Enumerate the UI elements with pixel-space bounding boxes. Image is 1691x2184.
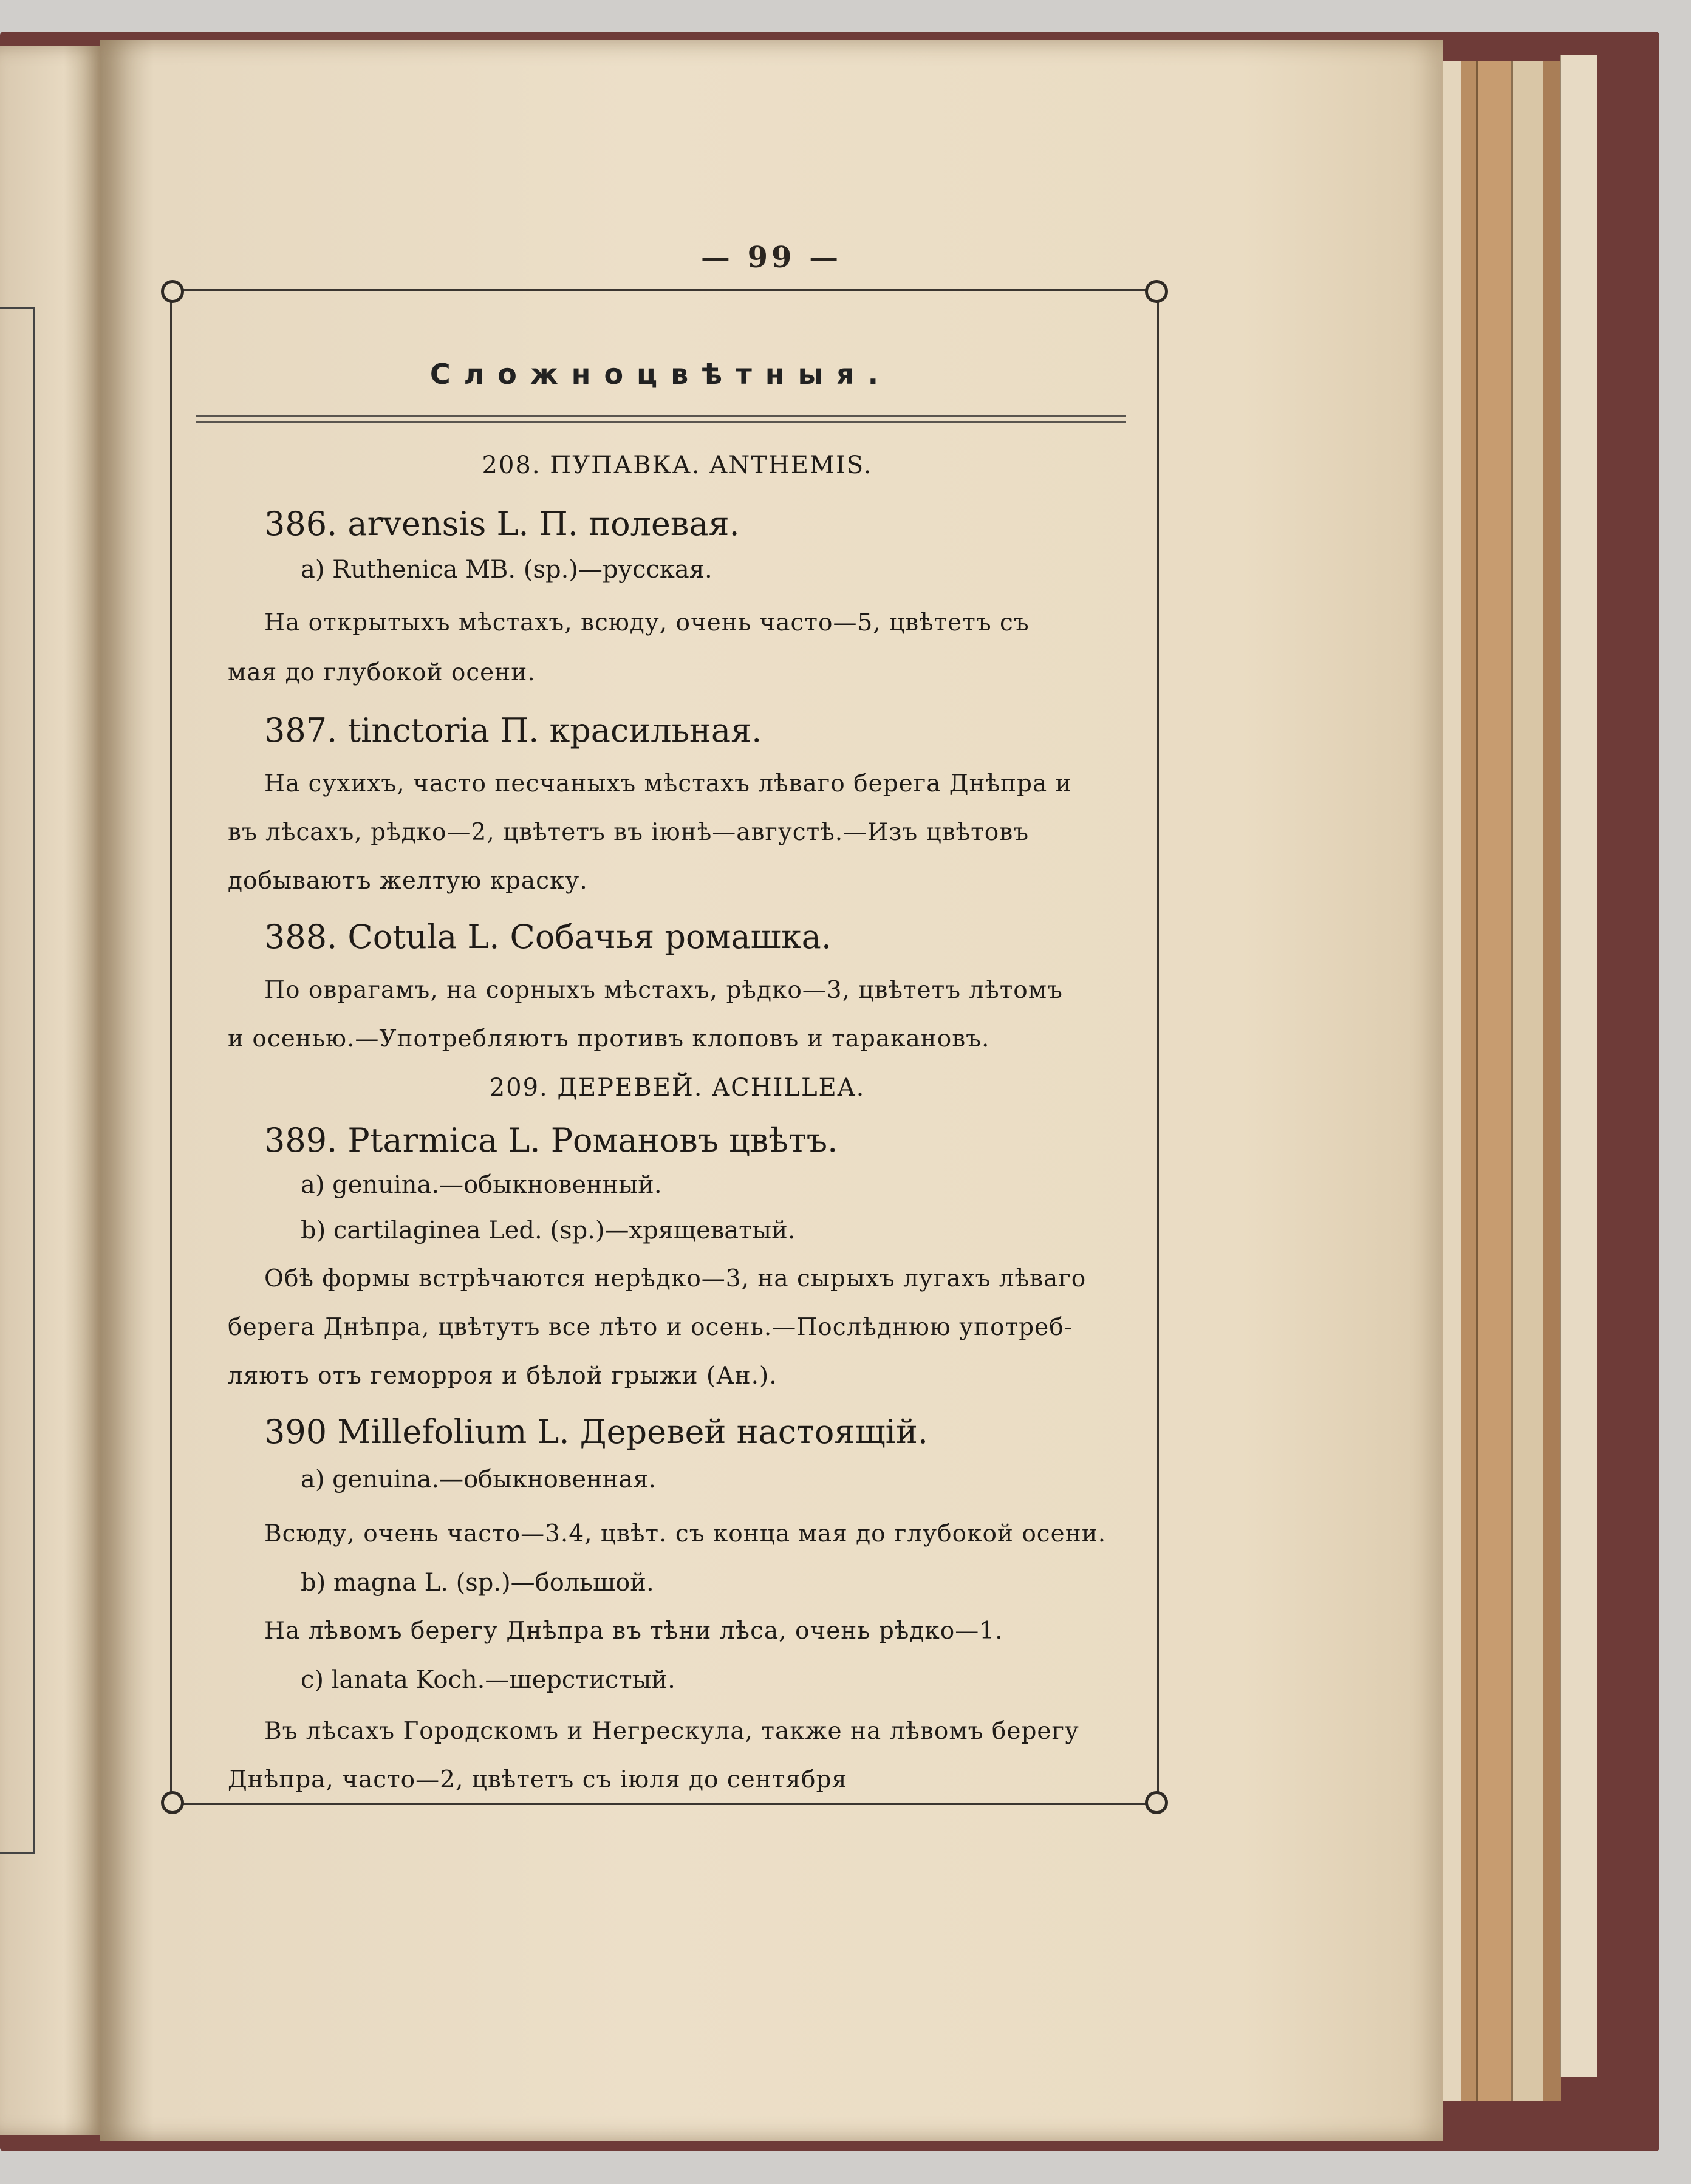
frame-corner-ornament: [1145, 1791, 1168, 1814]
variety-line: b) cartilaginea Led. (sp.)—хрящеватый.: [301, 1217, 796, 1244]
text-line: мая до глубокой осени.: [228, 659, 536, 686]
page-number: — 99 —: [700, 241, 842, 275]
left-page-edge: [0, 46, 106, 2135]
variety-line: a) Ruthenica MB. (sp.)—русская.: [301, 556, 712, 584]
frame-corner-ornament: [1145, 280, 1168, 303]
text-line: Въ лѣсахъ Городскомъ и Негрескула, также на лѣвомъ берегу: [264, 1718, 1079, 1745]
page-edge-stack: [1476, 61, 1514, 2101]
variety-line: b) magna L. (sp.)—большой.: [301, 1569, 654, 1597]
species-heading: 386. arvensis L. П. полевая.: [264, 505, 740, 543]
text-line: Всюду, очень часто—3.4, цвѣт. съ конца мая до глубокой осени.: [264, 1520, 1107, 1548]
species-heading: 389. Ptarmica L. Романовъ цвѣтъ.: [264, 1121, 838, 1159]
variety-line: a) genuina.—обыкновенный.: [301, 1171, 662, 1199]
species-heading: 387. tinctoria П. красильная.: [264, 711, 762, 749]
page-edge-stack: [1543, 61, 1561, 2101]
page-edge-stack: [1511, 61, 1546, 2101]
text-line: По оврагамъ, на сорныхъ мѣстахъ, рѣдко—3, цвѣтетъ лѣтомъ: [264, 977, 1063, 1004]
genus-heading: 209. ДЕРЕВЕЙ. ACHILLEA.: [489, 1074, 866, 1102]
left-page-frame: [0, 307, 35, 1854]
species-heading: 390 Millefolium L. Деревей настоящій.: [264, 1413, 929, 1451]
text-line: добываютъ желтую краску.: [228, 867, 588, 895]
text-line: Днѣпра, часто—2, цвѣтетъ съ іюля до сентября: [228, 1766, 848, 1793]
frame-corner-ornament: [161, 1791, 184, 1814]
text-line: На сухихъ, часто песчаныхъ мѣстахъ лѣваго берега Днѣпра и: [264, 770, 1072, 797]
text-line: и осенью.—Употребляютъ противъ клоповъ и таракановъ.: [228, 1025, 990, 1053]
text-line: въ лѣсахъ, рѣдко—2, цвѣтетъ въ іюнѣ—августѣ.—Изъ цвѣтовъ: [228, 819, 1030, 846]
text-line: ляютъ отъ геморроя и бѣлой грыжи (Ан.).: [228, 1362, 777, 1390]
text-line: Обѣ формы встрѣчаются нерѣдко—3, на сырыхъ лугахъ лѣваго: [264, 1265, 1087, 1292]
title-rule-bottom: [196, 421, 1126, 423]
variety-line: a) genuina.—обыкновенная.: [301, 1466, 657, 1493]
text-line: На открытыхъ мѣстахъ, всюду, очень часто—5, цвѣтетъ съ: [264, 609, 1030, 636]
genus-heading: 208. ПУПАВКА. ANTHEMIS.: [482, 451, 873, 479]
species-heading: 388. Cotula L. Собачья ромашка.: [264, 918, 832, 956]
text-line: берега Днѣпра, цвѣтутъ все лѣто и осень.—Послѣднюю употреб-: [228, 1314, 1073, 1341]
right-page: [100, 40, 1443, 2141]
variety-line: c) lanata Koch.—шерстистый.: [301, 1666, 675, 1694]
frame-corner-ornament: [161, 280, 184, 303]
page-edge-stack: [1560, 55, 1597, 2077]
section-title: Сложноцвѣтныя.: [429, 358, 892, 391]
text-line: На лѣвомъ берегу Днѣпра въ тѣни лѣса, очень рѣдко—1.: [264, 1617, 1003, 1645]
title-rule-top: [196, 415, 1126, 417]
